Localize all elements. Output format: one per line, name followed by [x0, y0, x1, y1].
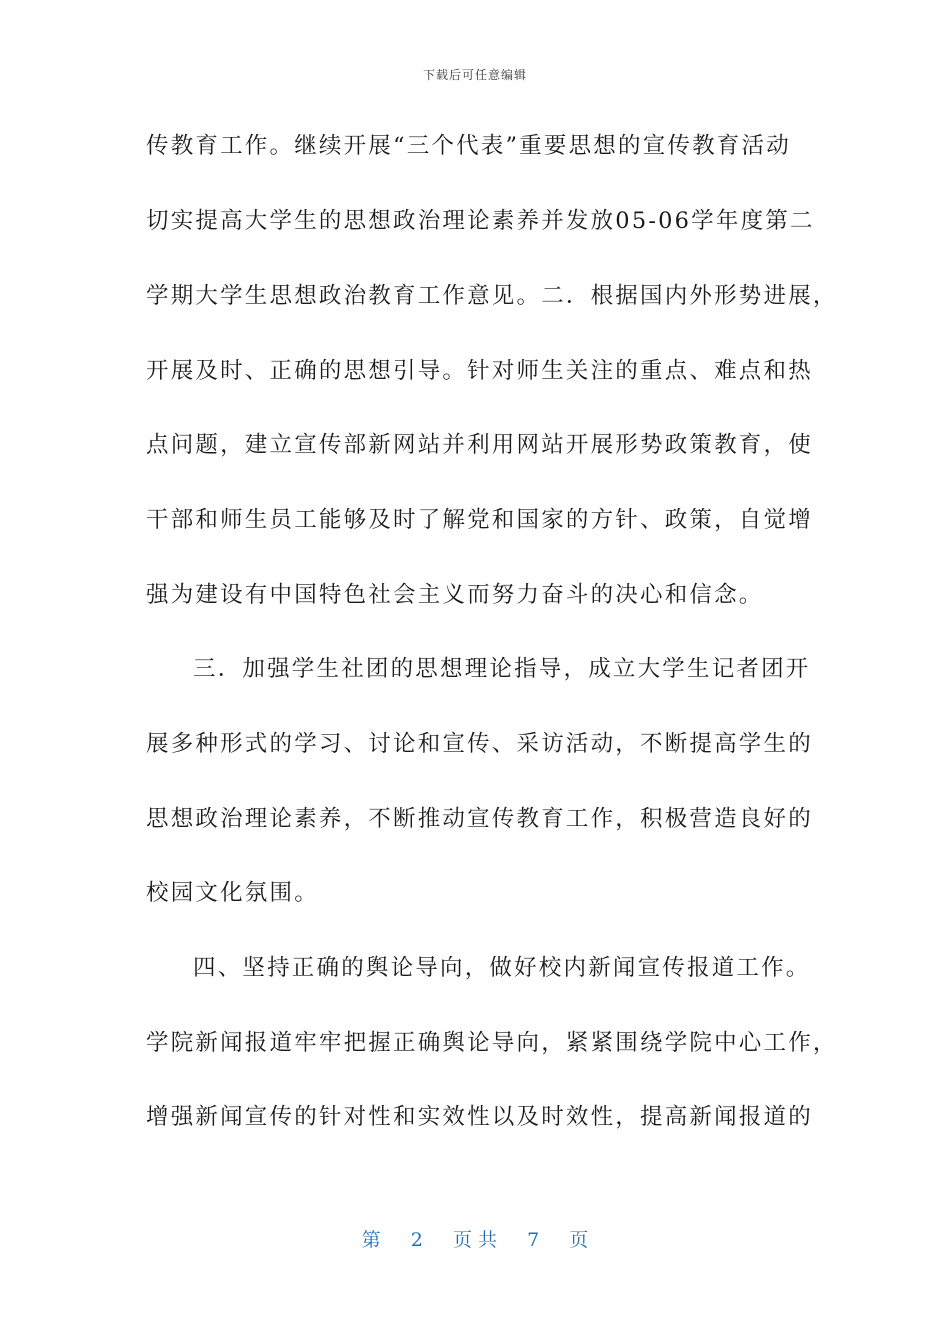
- footer-total-pages: 7: [527, 1229, 540, 1251]
- body-line-2: 切实提高大学生的思想政治理论素养并发放05-06学年度第二: [146, 208, 815, 234]
- footer-prefix: 第: [361, 1229, 381, 1251]
- footer-suffix: 页: [569, 1229, 589, 1251]
- body-line-8-indented: 三．加强学生社团的思想理论指导，成立大学生记者团开: [193, 656, 811, 682]
- body-line-5: 点问题，建立宣传部新网站并利用网站开展形势政策教育，使: [146, 432, 813, 458]
- body-line-3: 学期大学生思想政治教育工作意见。二．根据国内外形势进展，: [146, 283, 838, 309]
- page-header-note: 下载后可任意编辑: [422, 68, 527, 82]
- footer-current-page: 2: [410, 1229, 423, 1251]
- body-line-12-indented: 四、坚持正确的舆论导向，做好校内新闻宣传报道工作。: [193, 955, 811, 981]
- body-line-14: 增强新闻宣传的针对性和实效性以及时效性，提高新闻报道的: [146, 1104, 813, 1130]
- body-line-10: 思想政治理论素养，不断推动宣传教育工作，积极营造良好的: [146, 806, 813, 832]
- footer-middle: 页 共: [452, 1229, 498, 1251]
- page-footer: [0, 1225, 950, 1252]
- body-line-9: 展多种形式的学习、讨论和宣传、采访活动，不断提高学生的: [146, 731, 813, 757]
- body-line-4: 开展及时、正确的思想引导。针对师生关注的重点、难点和热: [146, 358, 813, 384]
- body-line-1: 传教育工作。继续开展“三个代表”重要思想的宣传教育活动: [146, 133, 791, 159]
- body-line-11: 校园文化氛围。: [146, 880, 319, 906]
- body-line-6: 干部和师生员工能够及时了解党和国家的方针、政策，自觉增: [146, 507, 813, 533]
- body-line-13: 学院新闻报道牢牢把握正确舆论导向，紧紧围绕学院中心工作，: [146, 1030, 838, 1056]
- body-line-7: 强为建设有中国特色社会主义而努力奋斗的决心和信念。: [146, 582, 764, 608]
